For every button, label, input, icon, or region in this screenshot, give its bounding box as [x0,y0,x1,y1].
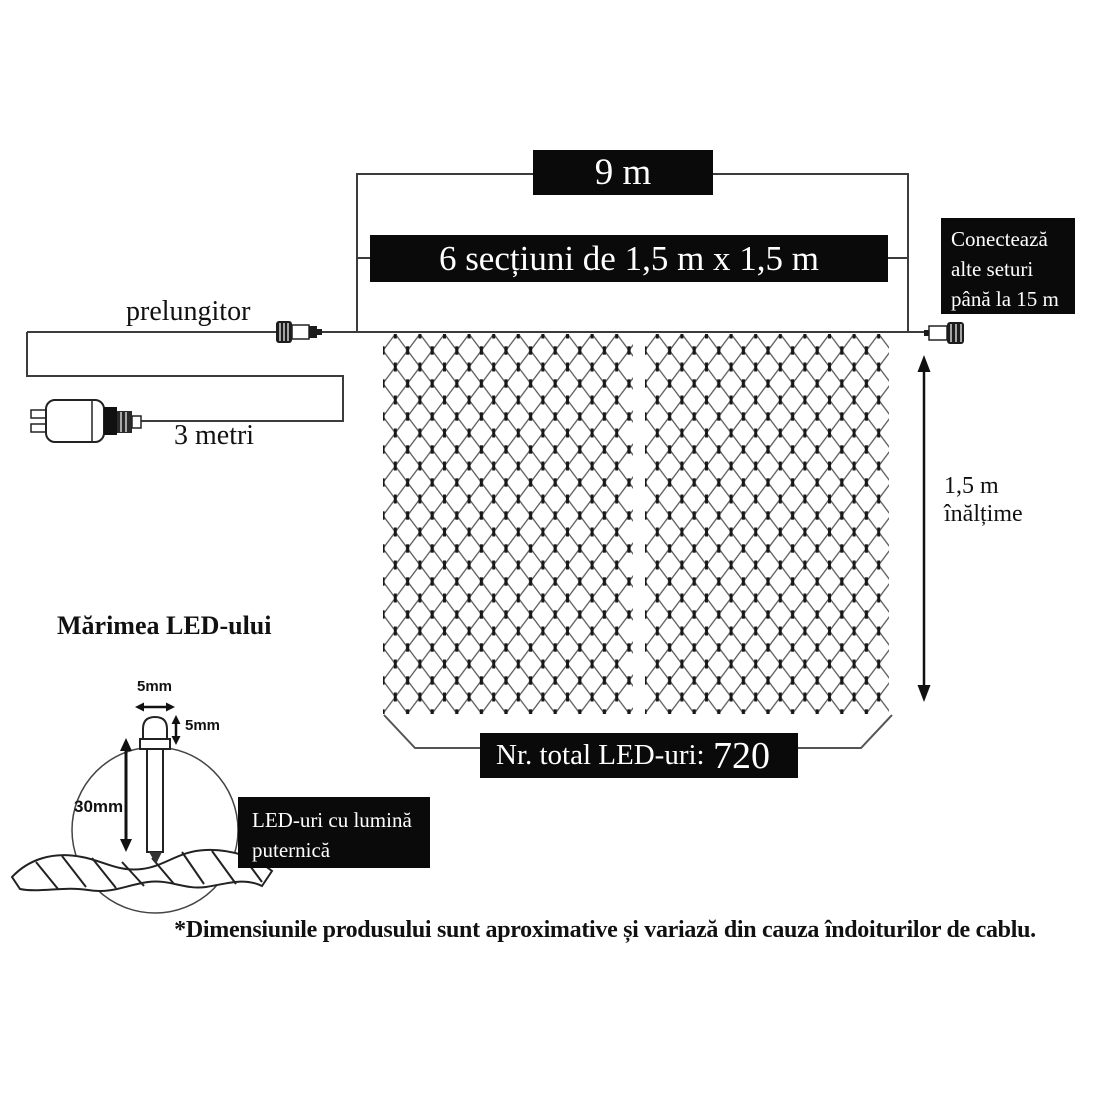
bulb-height-label: 5mm [185,717,221,734]
led-note-line: puternică [252,838,331,863]
total-leds-value: 720 [713,734,770,777]
led-size-title: Mărimea LED-ului [57,611,272,640]
connect-note-line: Conectează [951,227,1048,251]
led-note-line: LED-uri cu lumină [252,808,412,832]
height-value: 1,5 m [944,473,999,499]
height-label [944,472,1094,529]
sections-label: 6 secțiuni de 1,5 m x 1,5 m [438,238,820,278]
bulb-width-label: 5mm [137,678,173,695]
extension-connector-icon [276,321,322,343]
bulb-width-arrow [135,703,175,712]
bulb-height-arrow [172,715,181,745]
connect-note-line: alte seturi [951,256,1034,281]
end-connector-icon [924,322,964,344]
total-width-label: 9 m [594,152,652,193]
lead-cable-label: 3 metri [174,420,255,451]
disclaimer-text: *Dimensiunile produsului sunt aproximative și variază din cauza îndoiturilor de cablu. [174,917,1036,943]
power-plug-icon [31,400,141,442]
led-dome [143,717,167,739]
height-caption: înălțime [944,501,1023,528]
twisted-cable [12,850,272,891]
led-note-box [238,797,430,868]
total-leds-box [480,733,798,778]
extension-label: prelungitor [126,296,251,327]
bulb-length-arrow [120,738,132,852]
sections-box [370,235,888,282]
total-leds-label: Nr. total LED-uri: [496,739,705,771]
bulb-length-label: 30mm [74,797,124,816]
led-collar [140,739,170,749]
connect-note-line: până la 15 m [951,286,1059,311]
led-size-diagram [12,703,272,914]
net-panel-right [645,334,889,714]
net-panel-left [383,334,633,714]
led-stem-tip [149,852,162,864]
total-width-box [533,150,713,195]
led-bulb-icon [140,717,170,864]
height-measurement-arrow [918,355,931,702]
led-stem [147,749,163,852]
connect-note-box [941,218,1075,314]
